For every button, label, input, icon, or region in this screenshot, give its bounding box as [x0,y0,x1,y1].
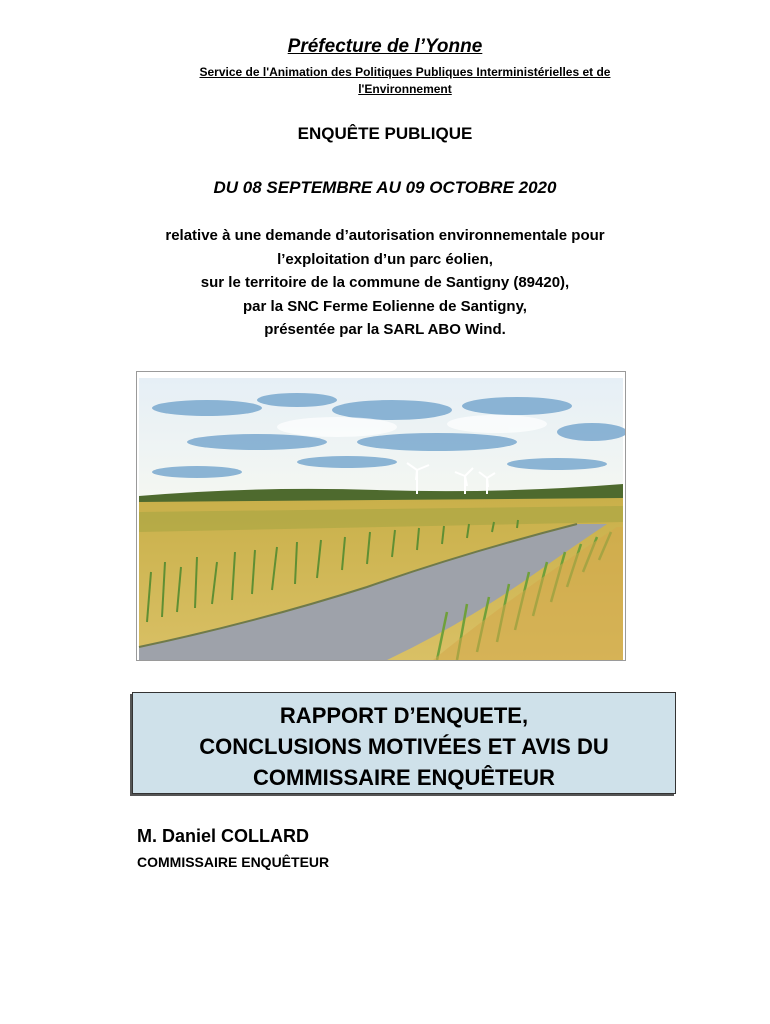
author-role: COMMISSAIRE ENQUÊTEUR [137,854,330,870]
description-line: relative à une demande d’autorisation environnementale pour [165,227,605,244]
description-line: par la SNC Ferme Eolienne de Santigny, [243,297,527,315]
description-line: sur le territoire de la commune de Santigny (89420), [200,274,570,291]
landscape-illustration [136,371,626,661]
notice-dates: DU 08 SEPTEMBRE AU 09 OCTOBRE 2020 [213,178,557,197]
wind-farm-drawing [137,372,625,660]
service-subtitle: Service de l'Animation des Politiques Publiques Interministérielles et de l'Environnement [199,65,611,96]
notice-heading: ENQUÊTE PUBLIQUE [297,124,473,143]
prefecture-title: Préfecture de l’Yonne [287,36,483,57]
report-title-line: RAPPORT D’ENQUETE, [279,703,529,728]
notice-description [0,224,770,342]
description-line: présentée par la SARL ABO Wind. [264,321,506,338]
report-title-box [132,692,676,794]
author-name: M. Daniel COLLARD [137,826,310,846]
report-title-line: COMMISSAIRE ENQUÊTEUR [253,765,555,790]
description-line: l’exploitation d’un parc éolien, [277,250,493,268]
report-title-line: CONCLUSIONS MOTIVÉES ET AVIS DU [199,734,609,759]
